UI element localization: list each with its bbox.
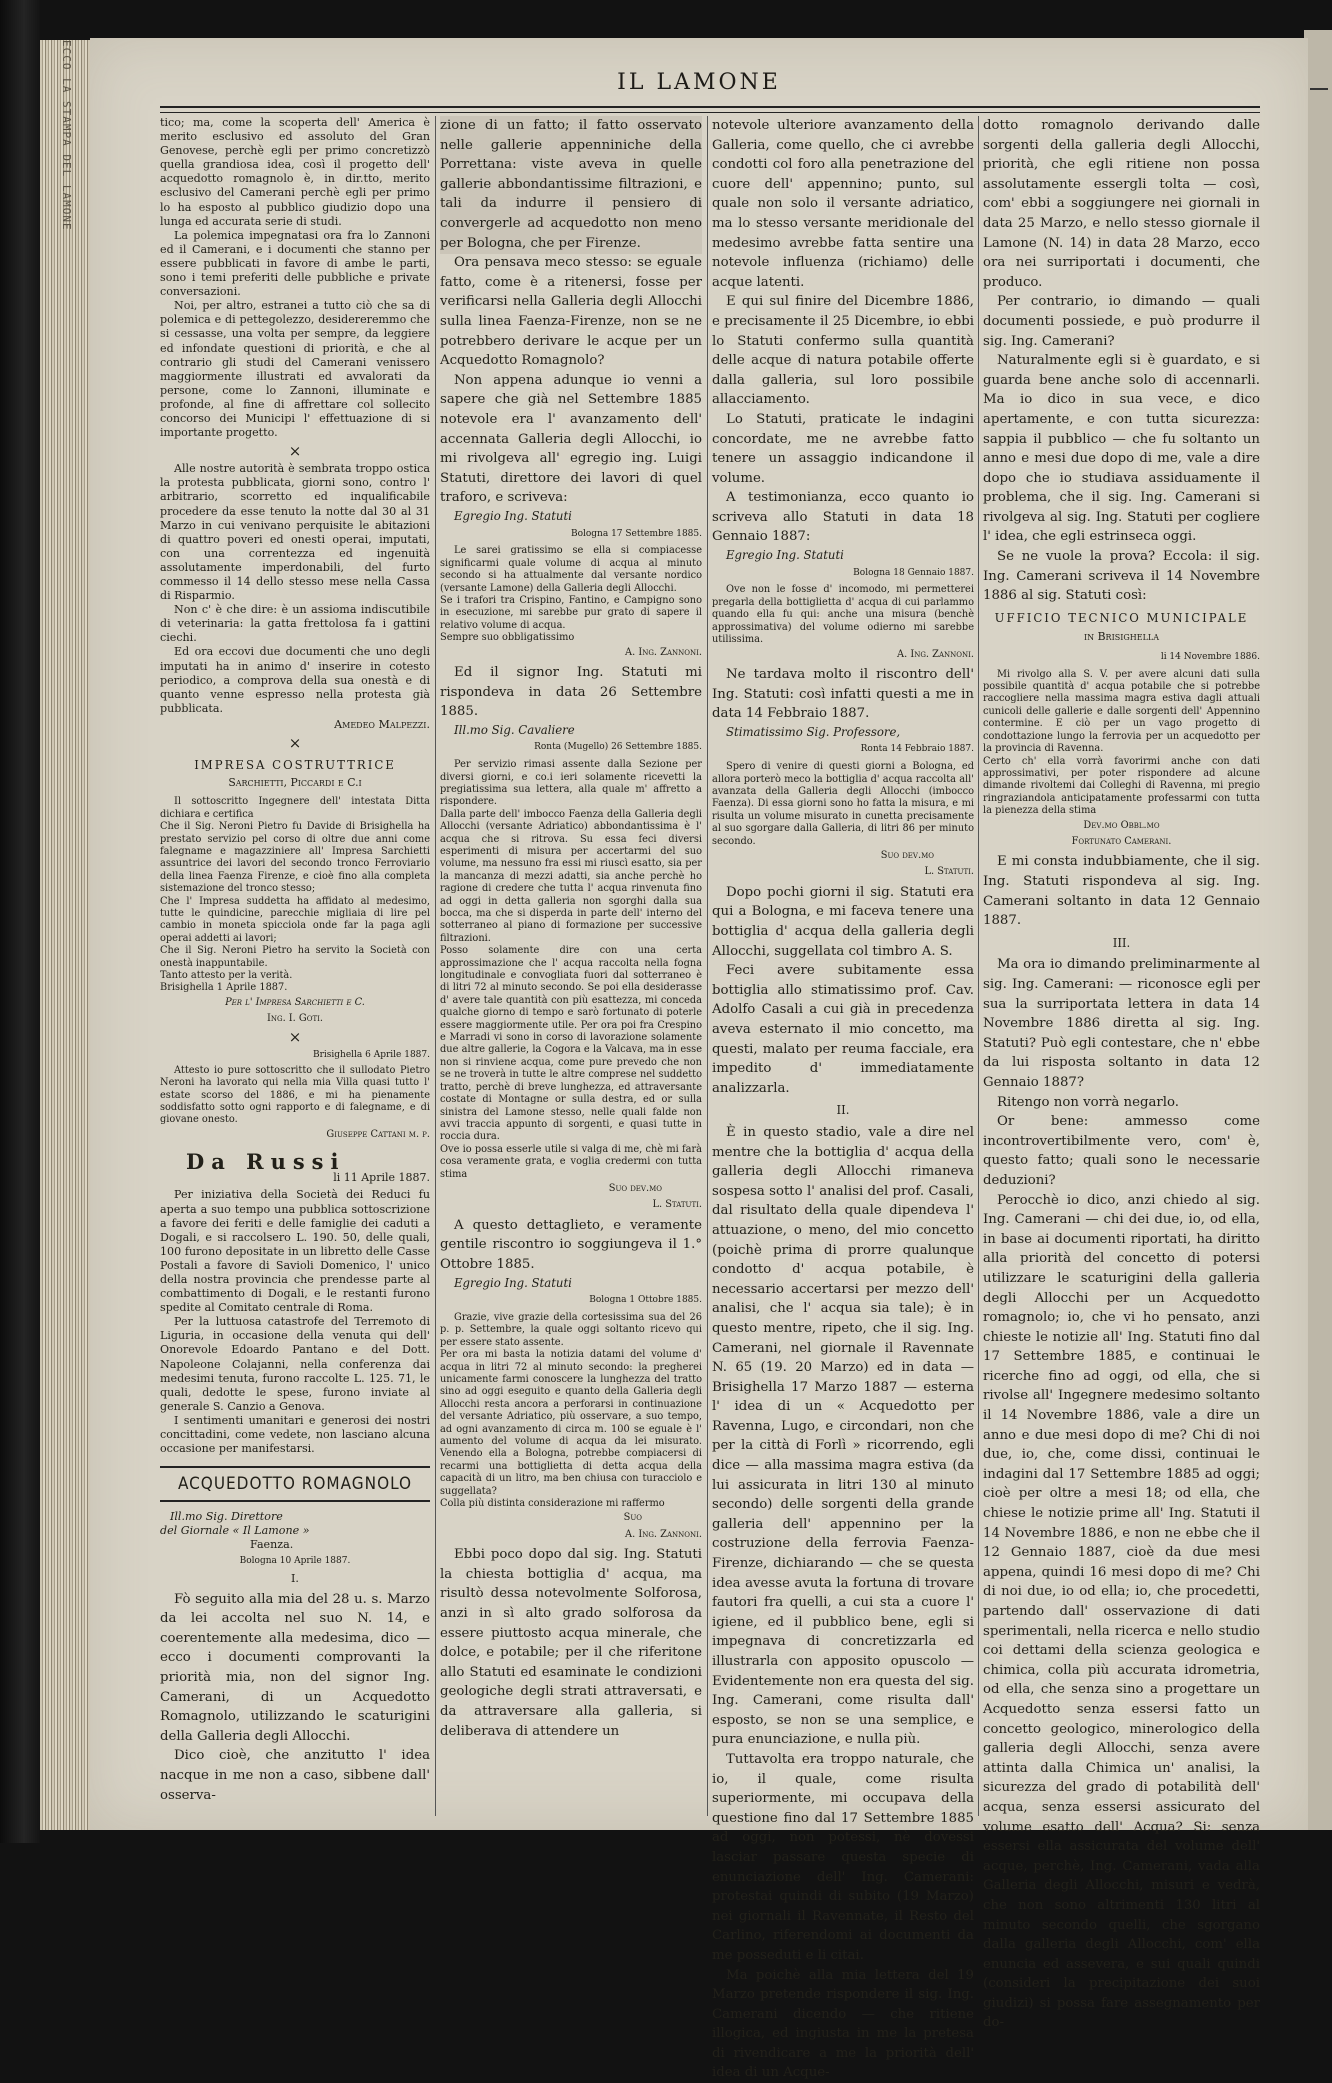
masthead-rule <box>160 106 1260 113</box>
signature: L. Statuti. <box>652 1199 702 1211</box>
paragraph: Alle nostre autorità è sembrata troppo ostica la protesta pubblicata, giorni sono, contro l' arbitrario, scorretto ed inqualificabile procedere da esse tenuto la notte dal 30 al 31 Marzo in cui venivano perquisite le abitazioni di quattro poveri ed onesti operai, imputati, con una correntezza ed ingenuità assolutamente imperdonabili, del furto commesso il 14 dello stesso mese nella Cassa di Risparmio. <box>160 462 430 603</box>
letter-closing: Dev.mo Obbl.mo <box>1083 819 1160 831</box>
paragraph: Non c' è che dire: è un assioma indiscutibile di veterinaria: la gatta frettolosa fa i gattini ciechi. <box>160 603 430 645</box>
section-heading: UFFICIO TECNICO MUNICIPALE <box>994 610 1249 625</box>
certificate-text: Il sottoscritto Ingegnere dell' intestata Ditta dichiara e certifica Che il Sig. Neroni Pietro fu Davide di Brisighella ha prestato servizio pel corso di oltre due anni come falegname e magazziniere all' Impresa Sarchietti assuntrice dei lavori del secondo tronco Ferroviario della linea Faenza Firenze, e cioè fino alla completa sistemazione del tronco stesso; Che l' Impresa suddetta ha affidato al medesimo, tutte le quindicine, parecchie migliaia di lire pel cambio in moneta spicciola onde far la paga agli operai addetti ai lavori; Che il Sig. Neroni Pietro ha servito la Società con onestà inappuntabile. Tanto attesto per la verità. <box>160 796 430 981</box>
paragraph: Per la luttuosa catastrofe del Terremoto di Liguria, in occasione della venuta qui dell' Onorevole Edoardo Pantano e del Dott. Napoleone Colajanni, nella conferenza dai medesimi tenuta, furono raccolte L. 125. 71, le quali, dedotte le spese, furono inviate al generale S. Canzio a Genova. <box>160 1315 430 1413</box>
masthead: IL LAMONE <box>617 70 781 95</box>
section-separator: × <box>288 734 302 753</box>
signature: L. Statuti. <box>924 866 974 878</box>
paragraph: Ma poichè alla mia lettera del 19 Marzo pretende rispondere il sig. Ing. Camerani dicendo — che ritiene illogica, ed ingiusta in me la pretesa di rivendicare a me la priorità dell' idea di un Acque- <box>712 1967 974 2081</box>
paragraph: zione di un fatto; il fatto osservato nelle gallerie appenniniche della Porrettana: viste aveva in quelle gallerie abbondantissime filtrazioni, e tali da indurre il pensiero di convergerle ad acquedotto non meno per Bologna, che per Firenze. <box>440 118 702 251</box>
salutation: Stimatissimo Sig. Professore, <box>726 724 901 739</box>
newspaper-page <box>90 38 1308 2081</box>
signature: Ing. I. Goti. <box>266 1013 324 1025</box>
paragraph: Perocchè io dico, anzi chiedo al sig. Ing. Camerani — chi dei due, io, od ella, in base ai documenti riportati, ha diritto alla priorità del concetto di potersi utilizzare le scaturigini della galleria degli Allocchi per un Acquedotto romagnolo; io, che vi ho pensato, anzi chieste le notizie all' Ing. Statuti fino dal 17 Settembre 1885, e continuai le ricerche fino ad oggi, od ella, che si rivolse all' Ingegnere medesimo soltanto il 14 Novembre 1886, vale a dire un anno e due mesi dopo di me? Chi di noi due, io, che, come dissi, continuai le indagini dal 17 Settembre 1885 ad oggi; cioè per oltre a mesi 18; od ella, che chiese le notizie prime all' Ing. Statuti il 14 Novembre 1886, e non ne ebbe che il 12 Gennaio 1887, cioè da due mesi appena, quindi 16 mesi dopo di me? Chi di noi due, io od ella; io, che procedetti, partendo dall' osservazione di dati sperimentali, nella ricerca e nello studio coi dettami della scienza geologica e chimica, colla più accurata idrometria, od ella, che senza sino a progettare un Acquedotto senza essersi fatto un concetto geologico, minerologico della galleria degli Allocchi, senza avere attinta dalla Chimica un' analisi, la sicurezza del grado di potabilità dell' acqua, senza essersi assicurato del volume esatto dell' Acqua? Si: senza essersi ella assicurata del volume dell' acque, perchè, Ing. Camerani, vada alla Galleria degli Allocchi, misuri e vedrà, che non sono altrimenti 130 litri al minuto secondo quelli, che sgorgano dalla galleria degli Allocchi, com' ella enuncia ed assevera, e sui quali quindi (consideri la precipitazione dei suoi giudizi) si possa fare assegnamento per do- <box>983 1192 1260 2031</box>
section-number: III. <box>1112 935 1131 950</box>
paragraph: Naturalmente egli si è guardato, e si guarda bene anche solo di accennarli. Ma io dico in sua vece, e dico apertamente, e con tutta sicurezza: sappia il pubblico — che fu soltanto un anno e mesi due dopo di me, vale a dire dopo che io studiava assiduamente il problema, che il sig. Ing. Camerani si rivolgeva al sig. Ing. Statuti per cogliere l' idea, che egli estrinseca oggi. <box>983 353 1260 545</box>
letter-text: Per servizio rimasi assente dalla Sezione per diversi giorni, e co.i ieri solamente ricevetti la pregiatissima sua lettera, alla quale m' affretto a rispondere. Dalla parte dell' imbocco Faenza della Galleria degli Allocchi (versante Adriatico) abbondantissima è l' acqua che si ritrova. Su essa feci diversi esperimenti di misura per accertarmi del suo volume, ma nessuno fra essi mi riuscì esatto, sia per la mancanza di mezzi adatti, sia anche perchè ho ragione di credere che tutta l' acqua rinvenuta fino ad oggi in detta galleria non sgorghi dalla sua bocca, ma che si disperda in parte dell' interno del sotterraneo al piano di formazione per successive filtrazioni. Posso solamente dire con una certa approssimazione che l' acqua raccolta nella fogna longitudinale e convogliata fuori dal sotterraneo è di litri 72 al minuto secondo. Se poi ella desiderasse d' avere tale quantità con più esattezza, mi conceda qualche giorno di tempo e sarò fortunato di poterle essere maggiormente utile. Per ora poi fra Crespino e Marradi vi sono in corso di lavorazione solamente due altre gallerie, la Cogora e la Valcava, ma in esse non si rinviene acqua, come pure prevedo che non se ne troverà in tutte le altre comprese nel suddetto tratto, perchè di breve lunghezza, ed attraversante costate di Montagne or sulla destra, ed or sulla sinistra del Lamone stesso, nelle quali falde non avvi traccia appunto di sorgenti, e quasi tutte in roccia dura. Ove io possa esserle utile si valga di me, chè mi farà cosa veramente grata, e voglia credermi con tutta stima <box>440 759 702 1180</box>
dateline: Ronta 14 Febbraio 1887. <box>860 744 974 755</box>
paragraph: Ora pensava meco stesso: se eguale fatto, come è a ritenersi, fosse per verificarsi nella Galleria degli Allocchi sulla linea Faenza-Firenze, non se ne potrebbero derivare le acque per un Acquedotto Romagnolo? <box>440 255 702 369</box>
paragraph: È in questo stadio, vale a dire nel mentre che la bottiglia d' acqua della galleria degli Allocchi rimaneva sospesa sotto l' analisi del prof. Casali, dal risultato della quale dipendeva l' attuazione, o meno, del mio concetto (poichè prima di prorre qualunque condotto d' acqua potabile, è necessario accertarsi per mezzo dell' analisi, che l' acqua sia tale); è in questo mentre, ripeto, che il sig. Ing. Camerani, nel giornale il Ravennate N. 65 (19. 20 Marzo) ed in data — Brisighella 17 Marzo 1887 — esterna l' idea di un « Acquedotto per Ravenna, Lugo, e circondari, non che per la città di Forlì » ricorrendo, egli dice — alla massima magra estiva (da lui assicurata in litri 130 al minuto secondo) delle sorgenti della grande galleria dell' appennino per la costruzione della ferrovia Faenza-Firenze, dichiarando — che se questa idea avesse avuta la fortuna di trovare fautori fra quelli, a cui sta a cuore l' igiene, ed il pubblico bene, egli si impegnava di concretizzarla ed illustrarla con apposito opuscolo — Evidentemente non era questa del sig. Ing. Camerani, come risulta dall' esposto, se non se una semplice, e pura enunciazione, e nulla più. <box>712 1124 974 1748</box>
letter-text: Mi rivolgo alla S. V. per avere alcuni dati sulla possibile quantità d' acqua potabile che si potrebbe raccogliere nella massima magra estiva dagli attuali cunicoli delle gallerie e dalle sorgenti dell' Appennino contermine. E ciò per un vago progetto di condottazione lungo la ferrovia per un acquedotto per la provincia di Ravenna. Certo ch' ella vorrà favorirmi anche con dati approssimativi, per poter rispondere ad alcune dimande rivoltemi dai Colleghi di Ravenna, mi pregio ringraziandola anticipatamente professarmi con tutta la pienezza della stima <box>983 668 1260 817</box>
dateline: Brisighella 6 Aprile 1887. <box>312 1049 430 1060</box>
paragraph: Tuttavolta era troppo naturale, che io, il quale, come risulta superiormente, mi occupava della questione fino dal 17 Settembre 1885 ad oggi, non potessi, nè dovessi lasciar passare questa specie di enunciazione dell' Ing. Camerani: protestai quindi di subito (19 Marzo) nei giornali il Ravennate, il Resto del Carlino, riferendomi ai documenti da me posseduti e li citai. <box>712 1751 974 1963</box>
paragraph: Or bene: ammesso come incontrovertibilmente vero, com' è, questo fatto; quali sono le necessarie deduzioni? <box>983 1114 1260 1188</box>
column-3 <box>712 116 974 2081</box>
paragraph: Noi, per altro, estranei a tutto ciò che sa di polemica e di pettegolezzo, desidereremmo che si cessasse, una volta per sempre, da leggiere ed infondate questioni di priorità, e che al contrario gli studi del Camerani venissero maggiormente illustrati ed avvalorati da persone, come lo Zannoni, illuminate e profonde, al fine di affrettare col sollecito concorso dei Municipi l' effettuazione di si importante progetto. <box>160 299 430 440</box>
paragraph: Ed ora eccovi due documenti che uno degli imputati ha in animo d' inserire in cotesto periodico, a comprova della sua onestà e di quanto venne espresso nella protesta già pubblicata. <box>160 645 430 715</box>
dateline: li 14 Novembre 1886. <box>1160 651 1260 662</box>
binding-text: ECCO LA STAMPA DEL LAMONE <box>60 40 73 231</box>
page-edges <box>40 40 92 1830</box>
salutation: Ill.mo Sig. Direttore <box>170 1510 283 1524</box>
column-4 <box>983 116 1260 2031</box>
salutation: del Giornale « Il Lamone » <box>160 1524 310 1538</box>
paragraph: Non appena adunque io venni a sapere che già nel Settembre 1885 notevole era l' avanzamento dell' accennata Galleria degli Allocchi, io mi rivolgeva all' egregio ing. Luigi Statuti, direttore dei lavori di quel traforo, e scriveva: <box>440 372 702 506</box>
paragraph: notevole ulteriore avanzamento della Galleria, come quello, che ci avrebbe condotti col foro alla penetrazione del cuore dell' appennino; punto, sul quale non solo il versante adriatico, ma lo stesso versante meridionale del medesimo avrebbe fatta sentire una notevole influenza (richiamo) delle acque latenti. <box>712 118 974 290</box>
paragraph: tico; ma, come la scoperta dell' America è merito esclusivo ed assoluto del Gran Genovese, perchè egli per primo concretizzò quella grandiosa idea, così il progetto dell' acquedotto romagnolo è, in dir.tto, merito esclusivo del Camerani perchè egli per primo lo ha esposto al pubblico giudizio dopo una lunga ed accurata serie di studi. <box>160 116 430 228</box>
paragraph: Per iniziativa della Società dei Reduci fu aperta a suo tempo una pubblica sottoscrizione a favore dei feriti e delle famiglie dei caduti a Dogali, e si raccolsero L. 190. 50, delle quali, 100 furono depositate in un libretto delle Casse Postali a favore di Savioli Domenico, l' unico della nostra provincia che prendesse parte al combattimento di Dogali, e le restanti furono spedite al Comitato centrale di Roma. <box>160 1188 430 1315</box>
signature: Fortunato Camerani. <box>1071 835 1172 847</box>
paragraph: E mi consta indubbiamente, che il sig. Ing. Statuti rispondeva al sig. Ing. Camerani soltanto in data 12 Gennaio 1887. <box>983 854 1260 929</box>
paragraph: I sentimenti umanitari e generosi dei nostri concittadini, come vedete, non lasciano alcuna occasione per manifestarsi. <box>160 1413 430 1456</box>
dateline: Bologna 10 Aprile 1887. <box>239 1555 351 1566</box>
paragraph: Ebbi poco dopo dal sig. Ing. Statuti la chiesta bottiglia d' acqua, ma risultò dessa notevolmente Solforosa, anzi in sì alto grado solforosa da essere piuttosto acqua minerale, che dolce, e potabile; per il che riferitone allo Statuti ed esaminate le condizioni geologiche degli strati attraversati, e da attraversare alla galleria, si deliberava di attendere un <box>440 1547 702 1739</box>
signature: Amedeo Malpezzi. <box>334 717 430 731</box>
section-subheading: in Brisighella <box>1084 629 1159 643</box>
section-heading: IMPRESA COSTRUTTRICE <box>194 758 396 773</box>
dateline: Brisighella 1 Aprile 1887. <box>160 982 288 994</box>
column-2 <box>440 116 702 1816</box>
place: Faenza. <box>250 1538 294 1552</box>
letter-text: Ove non le fosse d' incomodo, mi permetterei pregarla della bottiglietta d' acqua di cui parlammo quando ella fu qui: anche una misura (benchè approssimativa) del volume odierno mi sarebbe utilissima. <box>712 584 974 646</box>
dateline: Bologna 18 Gennaio 1887. <box>853 567 974 578</box>
signature: Giuseppe Cattani m. p. <box>326 1128 430 1140</box>
salutation: Egregio Ing. Statuti <box>454 508 572 523</box>
dateline: Bologna 1 Ottobre 1885. <box>589 1295 702 1306</box>
signature-for: Per l' Impresa Sarchietti e C. <box>225 996 365 1008</box>
paragraph: Ritengo non vorrà negarlo. <box>997 1094 1180 1110</box>
certificate-text: Attesto io pure sottoscritto che il sullodato Pietro Neroni ha lavorato qui nella mia Villa quasi tutto l' estate scorso del 1886, e mi ha pienamente soddisfatto sotto ogni rapporto e di falegname, e di giovane onesto. <box>160 1064 430 1126</box>
paragraph: Ne tardava molto il riscontro dell' Ing. Statuti: così infatti questi a me in data 14 Febbraio 1887. <box>712 666 974 722</box>
column-divider <box>978 116 979 1816</box>
paragraph: dotto romagnolo derivando dalle sorgenti della galleria degli Allocchi, priorità, che egli ritiene non possa assolutamente essergli tolta — così, com' ebbi a soggiungere nei giornali in data 25 Marzo, e nello stesso giornale il Lamone (N. 14) in data 28 Marzo, ecco ora nei surriportati i documenti, che produco. <box>983 118 1260 290</box>
paragraph: Ma ora io dimando preliminarmente al sig. Ing. Camerani: — riconosce egli per sua la surriportata lettera in data 14 Novembre 1886 diretta al sig. Ing. Statuti? Può egli contestare, che n' ebbe da lui risposta soltanto in data 12 Gennaio 1887? <box>983 957 1260 1090</box>
section-subheading: Sarchietti, Piccardi e C.i <box>228 776 362 790</box>
letter-text: Spero di venire di questi giorni a Bologna, ed allora porterò meco la bottiglia d' acqua raccolta all' avanzata della Galleria degli Allocchi (imbocco Faenza). Di essa giorni sono ho fatta la misura, e mi risulta un volume misurato in cunetta precisamente al suo sgorgare dalla Galleria, di litri 86 per minuto secondo. <box>712 761 974 847</box>
column-divider <box>707 116 708 1816</box>
paragraph: Feci avere subitamente essa bottiglia allo stimatissimo prof. Cav. Adolfo Casali a cui già in precedenza aveva esternato il mio concetto, ma questi, malato per reuma facciale, era impedito d' immediatamente analizzarla. <box>712 963 974 1096</box>
article-title: ACQUEDOTTO ROMAGNOLO <box>160 1466 430 1502</box>
letter-text: Le sarei gratissimo se ella si compiacesse significarmi quale volume di acqua al minuto secondo si ha attualmente dal versante nordico (versante Lamone) della Galleria degli Allocchi. Se i trafori tra Crispino, Fantino, e Campigno sono in esecuzione, mi sarebbe pur grato di sapere il relativo volume di acqua. Sempre suo obbligatissimo <box>440 545 702 644</box>
paragraph: Per contrario, io dimando — quali documenti possiede, e può produrre il sig. Ing. Camerani? <box>983 294 1260 349</box>
letter-closing: Suo dev.mo <box>608 1182 662 1194</box>
section-number: I. <box>291 1571 299 1585</box>
dateline: Ronta (Mugello) 26 Settembre 1885. <box>534 742 702 753</box>
column-divider <box>435 116 436 1816</box>
letter-text: Grazie, vive grazie della cortesissima sua del 26 p. p. Settembre, la quale oggi soltanto ricevo qui per essere stato assente. Per ora mi basta la notizia datami del volume d' acqua in litri 72 al minuto secondo: la pregherei unicamente farmi conoscere la lunghezza del tratto sino ad oggi eseguito e quanto della Galleria degli Allocchi resta ancora a perforarsi in continuazione del versante Adriatico, più osservare, a suo tempo, ad ogni avanzamento di circa m. 100 se eguale è l' aumento del volume di acqua da lei misurato. Venendo ella a Bologna, potrebbe compiacersi di recarmi una bottiglietta di detta acqua della capacità di un litro, ma ben chiusa con turacciolo e suggellata? Colla più distinta considerazione mi raffermo <box>440 1311 702 1510</box>
salutation: Egregio Ing. Statuti <box>454 1275 572 1290</box>
signature: A. Ing. Zannoni. <box>625 646 702 658</box>
salutation: Egregio Ing. Statuti <box>726 548 844 563</box>
book-binding <box>0 0 40 1843</box>
dateline: li 11 Aprile 1887. <box>333 1171 430 1185</box>
paragraph: Ed il signor Ing. Statuti mi rispondeva in data 26 Settembre 1885. <box>440 664 702 720</box>
column-1 <box>160 116 430 1816</box>
facing-page-edge <box>1304 30 1332 1830</box>
letter-closing: Suo dev.mo <box>880 849 934 861</box>
paragraph: Fò seguito alla mia del 28 u. s. Marzo da lei accolta nel suo N. 14, e coerentemente alla medesima, dico — ecco i documenti comprovanti la priorità mia, non del signor Ing. Camerani, di un Acquedotto Romagnolo, utilizzando le scaturigini della Galleria degli Allocchi. <box>160 1591 430 1744</box>
paragraph: La polemica impegnatasi ora fra lo Zannoni ed il Camerani, e i documenti che stanno per essere pubblicati in favore di ambe le parti, sono i temi preferiti delle pubbliche e private conversazioni. <box>160 228 430 299</box>
salutation: Ill.mo Sig. Cavaliere <box>454 722 575 737</box>
dateline: Bologna 17 Settembre 1885. <box>570 528 702 539</box>
section-title: Da Russi <box>186 1149 346 1175</box>
signature: A. Ing. Zannoni. <box>897 648 974 660</box>
paragraph: Se ne vuole la prova? Eccola: il sig. Ing. Camerani scriveva il 14 Novembre 1886 al sig. Statuti così: <box>983 549 1260 604</box>
signature: A. Ing. Zannoni. <box>625 1528 702 1540</box>
section-separator: × <box>288 1027 302 1046</box>
letter-closing: Suo <box>623 1512 642 1524</box>
paragraph: A questo dettaglieto, e veramente gentile riscontro io soggiungeva il 1.° Ottobre 1885. <box>440 1217 702 1272</box>
paragraph: Lo Statuti, praticate le indagini concordate, me ne avrebbe fatto tenere un assaggio indicandone il volume. <box>712 411 974 486</box>
section-number: II. <box>836 1103 850 1118</box>
paragraph: Dopo pochi giorni il sig. Statuti era qui a Bologna, e mi faceva tenere una bottiglia d' acqua della galleria degli Allocchi, suggellata col timbro A. S. <box>712 884 974 959</box>
paragraph: E qui sul finire del Dicembre 1886, e precisamente il 25 Dicembre, io ebbi lo Statuti confermo sulla quantità delle acque di natura potabile offerte dalla galleria, sul loro possibile allacciamento. <box>712 294 974 408</box>
paragraph: Dico cioè, che anzitutto l' idea nacque in me non a caso, sibbene dall' osserva- <box>160 1748 430 1803</box>
section-separator: × <box>288 442 302 461</box>
paragraph: A testimonianza, ecco quanto io scriveva allo Statuti in data 18 Gennaio 1887: <box>712 490 974 545</box>
